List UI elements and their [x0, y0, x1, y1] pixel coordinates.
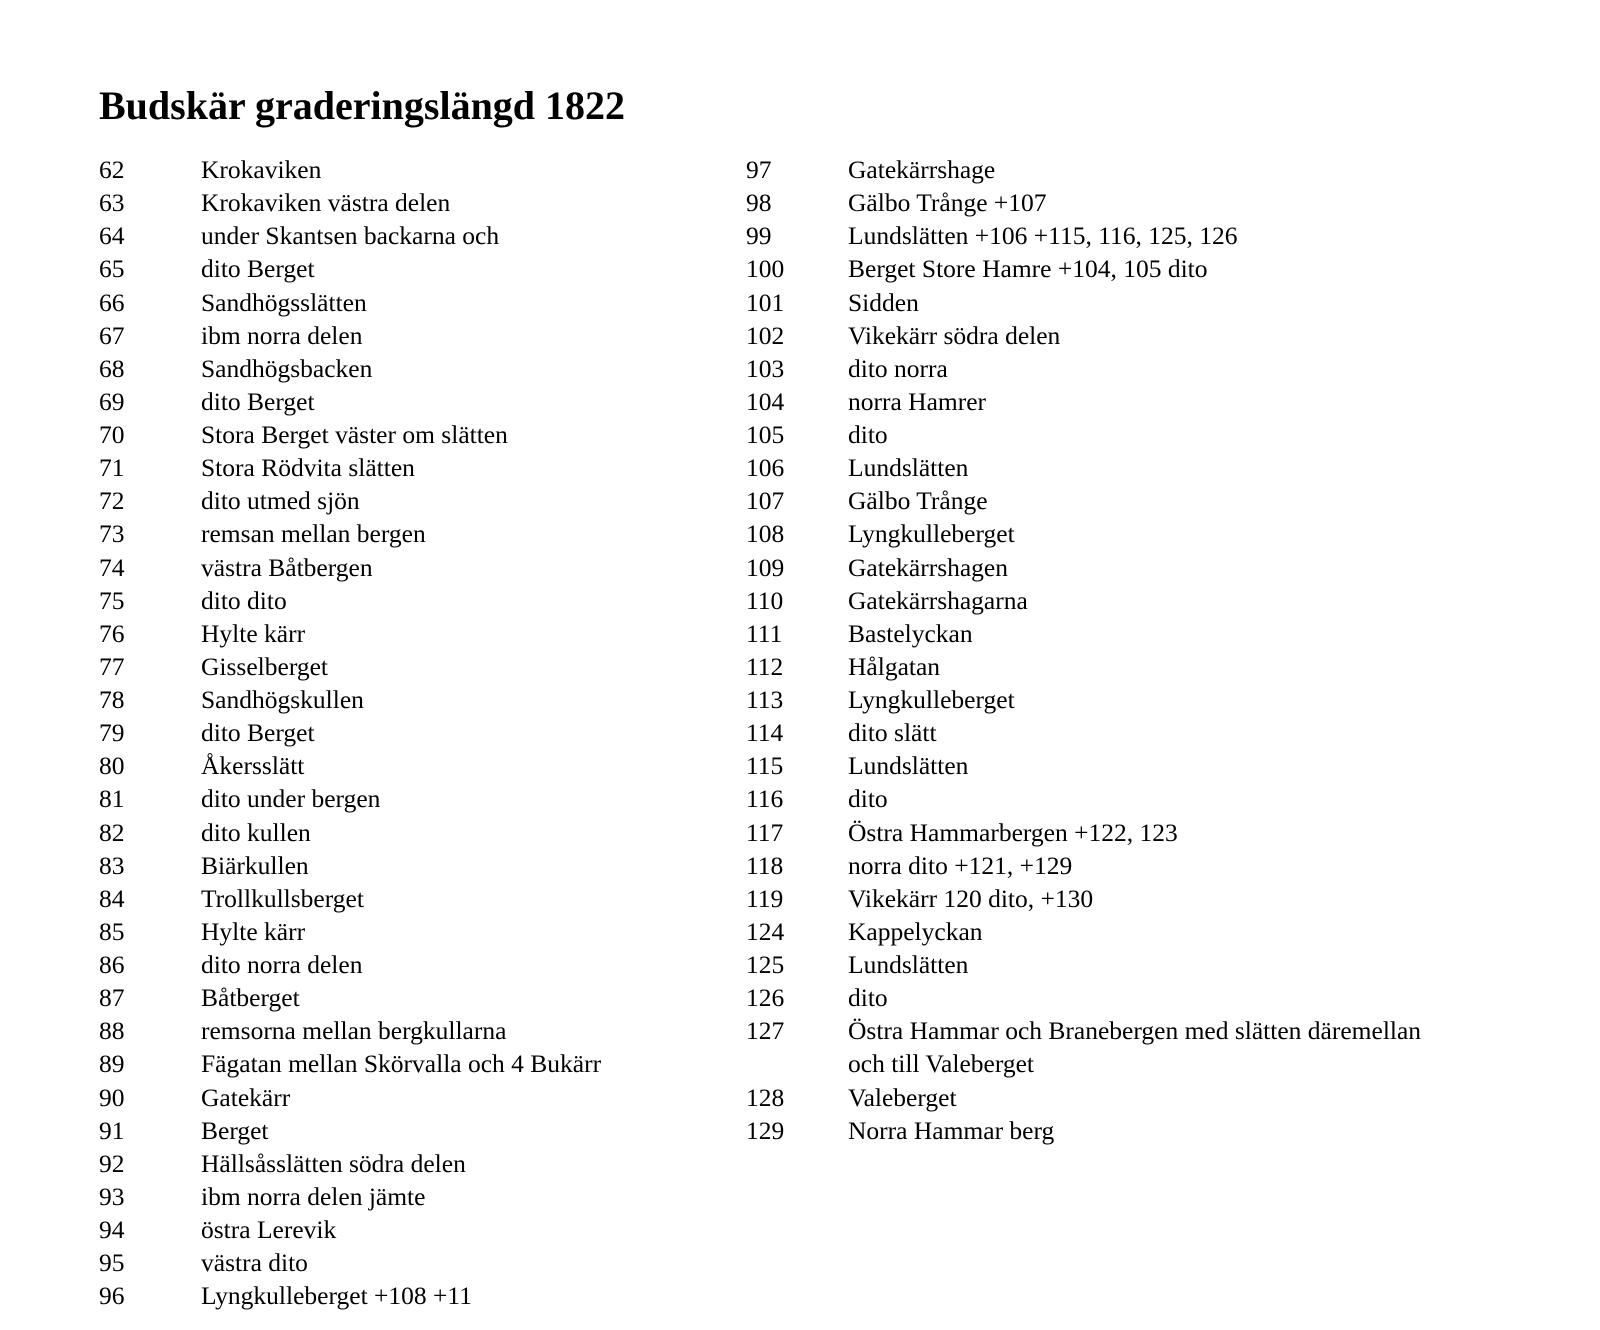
entry-name: Krokaviken västra delen — [201, 188, 451, 218]
list-item — [99, 1047, 601, 1080]
entry-name: Lundslätten — [848, 453, 969, 483]
entry-number: 88 — [99, 1016, 125, 1046]
entry-name: Stora Berget väster om slätten — [201, 420, 508, 449]
list-item — [99, 551, 601, 584]
entry-number: 101 — [746, 287, 785, 317]
list-item — [99, 219, 601, 252]
list-item — [746, 650, 1421, 683]
entry-name: dito Berget — [201, 254, 315, 284]
entry-number: 89 — [99, 1049, 125, 1079]
entry-name: dito — [848, 420, 888, 449]
entry-name: Sandhögsslätten — [201, 287, 367, 317]
entry-name: Gisselberget — [201, 651, 329, 681]
entry-number: 65 — [99, 254, 125, 284]
entry-number: 113 — [746, 685, 784, 714]
list-item — [746, 749, 1421, 782]
entry-number: 71 — [99, 453, 125, 483]
entry-number: 80 — [99, 751, 125, 781]
entry-number: 126 — [746, 983, 785, 1013]
entry-number: 116 — [746, 784, 784, 814]
entry-number: 99 — [746, 221, 772, 251]
entry-number: 64 — [99, 221, 125, 251]
list-item — [746, 219, 1421, 252]
entry-number: 66 — [99, 287, 125, 317]
list-item — [746, 1081, 1421, 1114]
list-item — [746, 882, 1421, 915]
list-item — [746, 716, 1421, 749]
entry-number: 79 — [99, 718, 125, 748]
entry-name: dito under bergen — [201, 784, 381, 814]
entry-name: norra dito +121, +129 — [848, 850, 1073, 880]
list-item — [99, 650, 601, 683]
entry-number: 100 — [746, 254, 785, 284]
entry-name: Trollkullsberget — [201, 883, 364, 913]
entry-number: 98 — [746, 188, 772, 218]
list-item — [746, 948, 1421, 981]
list-item — [99, 981, 601, 1014]
list-item — [99, 418, 601, 451]
list-item — [99, 286, 601, 319]
entry-number: 124 — [746, 916, 785, 946]
list-item — [99, 252, 601, 285]
entry-name: Hällsåsslätten södra delen — [201, 1148, 466, 1178]
entry-number: 63 — [99, 188, 125, 218]
entry-number: 69 — [99, 386, 125, 416]
entry-number: 115 — [746, 751, 784, 781]
entry-name: Båtberget — [201, 983, 300, 1013]
entry-name: Gatekärrshage — [848, 155, 996, 184]
list-item — [746, 186, 1421, 219]
list-item — [99, 749, 601, 782]
entry-number: 72 — [99, 486, 125, 516]
entry-number: 119 — [746, 883, 784, 913]
entry-number: 108 — [746, 519, 785, 549]
list-item — [746, 319, 1421, 352]
list-item — [99, 1180, 601, 1213]
list-item — [99, 1147, 601, 1180]
entry-name: Krokaviken — [201, 155, 322, 184]
entry-name: Östra Hammarbergen +122, 123 — [848, 817, 1178, 847]
list-item — [746, 584, 1421, 617]
entry-name: och till Valeberget — [848, 1049, 1035, 1079]
entry-number: 103 — [746, 353, 785, 383]
entry-name: under Skantsen backarna och — [201, 221, 500, 251]
entry-name: Sandhögskullen — [201, 685, 364, 714]
entry-name: remsorna mellan bergkullarna — [201, 1016, 507, 1046]
entry-name: Lundslätten — [848, 950, 969, 979]
list-item — [746, 418, 1421, 451]
entry-number: 76 — [99, 618, 125, 648]
list-item — [99, 1114, 601, 1147]
list-item — [99, 319, 601, 352]
entry-number: 114 — [746, 718, 784, 748]
list-item — [746, 352, 1421, 385]
list-item — [746, 484, 1421, 517]
entry-name: dito norra — [848, 353, 948, 383]
entry-name: Lundslätten — [848, 751, 969, 781]
entry-number: 77 — [99, 651, 125, 681]
entry-number: 110 — [746, 585, 784, 615]
entry-number: 96 — [99, 1281, 125, 1311]
entry-number: 95 — [99, 1248, 125, 1278]
entry-number: 83 — [99, 850, 125, 880]
entry-name: Hålgatan — [848, 651, 941, 681]
entry-name: Hylte kärr — [201, 618, 306, 648]
entry-name: Sandhögsbacken — [201, 353, 373, 383]
entry-name: Lundslätten +106 +115, 116, 125, 126 — [848, 221, 1238, 251]
list-item — [746, 683, 1421, 716]
entry-name: Östra Hammar och Branebergen med slätten däremellan — [848, 1016, 1422, 1046]
entry-name: Åkersslätt — [201, 751, 305, 781]
entry-number: 94 — [99, 1215, 125, 1244]
entry-name: ibm norra delen jämte — [201, 1181, 426, 1211]
entry-number: 68 — [99, 353, 125, 383]
entry-name: dito — [848, 983, 888, 1013]
list-item — [99, 1213, 601, 1246]
entry-name: Vikekärr 120 dito, +130 — [848, 883, 1094, 913]
entry-name: Valeberget — [848, 1082, 957, 1112]
list-item — [99, 617, 601, 650]
entry-name: remsan mellan bergen — [201, 519, 426, 549]
entry-name: Lyngkulleberget — [848, 685, 1015, 714]
entry-name: Gatekärr — [201, 1082, 291, 1112]
entry-number: 85 — [99, 916, 125, 946]
entry-number: 92 — [99, 1148, 125, 1178]
entry-number: 87 — [99, 983, 125, 1013]
entry-name: dito Berget — [201, 386, 315, 416]
list-item — [99, 352, 601, 385]
list-item — [99, 385, 601, 418]
entry-number: 90 — [99, 1082, 125, 1112]
entry-number: 93 — [99, 1181, 125, 1211]
entry-name: dito slätt — [848, 718, 937, 748]
list-item — [99, 1279, 601, 1312]
entry-number: 81 — [99, 784, 125, 814]
entry-number: 78 — [99, 685, 125, 714]
list-item — [99, 484, 601, 517]
list-item — [746, 252, 1421, 285]
page-title: Budskär graderingslängd 1822 — [99, 83, 626, 128]
list-item — [99, 849, 601, 882]
entry-number: 86 — [99, 950, 125, 979]
entry-number: 67 — [99, 320, 125, 350]
left-column — [99, 153, 601, 1312]
right-column — [746, 153, 1421, 1147]
list-item — [746, 1047, 1421, 1080]
entry-name: Vikekärr södra delen — [848, 320, 1061, 350]
list-item — [99, 153, 601, 186]
list-item — [99, 948, 601, 981]
entry-number: 118 — [746, 850, 784, 880]
entry-name: dito utmed sjön — [201, 486, 360, 516]
entry-number: 125 — [746, 950, 785, 979]
list-item — [746, 1114, 1421, 1147]
list-item — [746, 153, 1421, 186]
list-item — [746, 915, 1421, 948]
entry-name: Sidden — [848, 287, 919, 317]
list-item — [746, 849, 1421, 882]
list-item — [746, 385, 1421, 418]
list-item — [746, 551, 1421, 584]
entry-number: 129 — [746, 1115, 785, 1145]
list-item — [99, 584, 601, 617]
list-item — [99, 1081, 601, 1114]
entry-name: dito norra delen — [201, 950, 363, 979]
entry-name: Lyngkulleberget +108 +11 — [201, 1281, 472, 1311]
list-item — [746, 617, 1421, 650]
entry-name: Berget — [201, 1115, 269, 1145]
entry-number: 128 — [746, 1082, 785, 1112]
list-item — [99, 517, 601, 550]
list-item — [99, 451, 601, 484]
list-item — [746, 981, 1421, 1014]
entry-number: 105 — [746, 420, 785, 449]
entry-number: 73 — [99, 519, 125, 549]
list-item — [746, 782, 1421, 815]
entry-number: 111 — [746, 618, 783, 648]
list-item — [99, 882, 601, 915]
entry-name: Gatekärrshagen — [848, 552, 1008, 582]
entry-number — [746, 1047, 848, 1080]
entry-name: dito Berget — [201, 718, 315, 748]
entry-number: 107 — [746, 486, 785, 516]
entry-number: 109 — [746, 552, 785, 582]
list-item — [746, 517, 1421, 550]
entry-name: Gatekärrshagarna — [848, 585, 1028, 615]
entry-number: 91 — [99, 1115, 125, 1145]
entry-number: 102 — [746, 320, 785, 350]
entry-number: 84 — [99, 883, 125, 913]
entry-number: 112 — [746, 651, 784, 681]
entry-name: dito — [848, 784, 888, 814]
entry-number: 75 — [99, 585, 125, 615]
entry-name: Biärkullen — [201, 850, 309, 880]
entry-number: 62 — [99, 155, 125, 184]
entry-number: 104 — [746, 386, 785, 416]
entry-name: östra Lerevik — [201, 1215, 337, 1244]
entry-name: Fägatan mellan Skörvalla och 4 Bukärr — [201, 1049, 602, 1079]
entry-number: 97 — [746, 155, 772, 184]
entry-name: Lyngkulleberget — [848, 519, 1015, 549]
entry-number: 82 — [99, 817, 125, 847]
entry-name: dito dito — [201, 585, 287, 615]
entry-name: Stora Rödvita slätten — [201, 453, 415, 483]
entry-number: 74 — [99, 552, 125, 582]
entry-name: Gälbo Trånge +107 — [848, 188, 1047, 218]
list-item — [99, 915, 601, 948]
list-item — [99, 716, 601, 749]
entry-name: Kappelyckan — [848, 916, 983, 946]
entry-name: norra Hamrer — [848, 386, 987, 416]
entry-number: 70 — [99, 420, 125, 449]
list-item — [99, 683, 601, 716]
entry-name: Berget Store Hamre +104, 105 dito — [848, 254, 1208, 284]
entry-name: ibm norra delen — [201, 320, 363, 350]
entry-name: Hylte kärr — [201, 916, 306, 946]
entry-number: 117 — [746, 817, 784, 847]
entry-name: Norra Hammar berg — [848, 1115, 1055, 1145]
list-item — [746, 286, 1421, 319]
list-item — [99, 816, 601, 849]
entry-number: 127 — [746, 1016, 785, 1046]
list-item — [746, 451, 1421, 484]
entry-name: Bastelyckan — [848, 618, 973, 648]
list-item — [99, 1014, 601, 1047]
list-item — [99, 186, 601, 219]
list-item — [99, 1246, 601, 1279]
list-item — [99, 782, 601, 815]
list-item — [746, 816, 1421, 849]
entry-name: västra dito — [201, 1248, 308, 1278]
entry-number: 106 — [746, 453, 785, 483]
entry-name: Gälbo Trånge — [848, 486, 988, 516]
list-item — [746, 1014, 1421, 1047]
entry-name: västra Båtbergen — [201, 552, 373, 582]
entry-name: dito kullen — [201, 817, 311, 847]
